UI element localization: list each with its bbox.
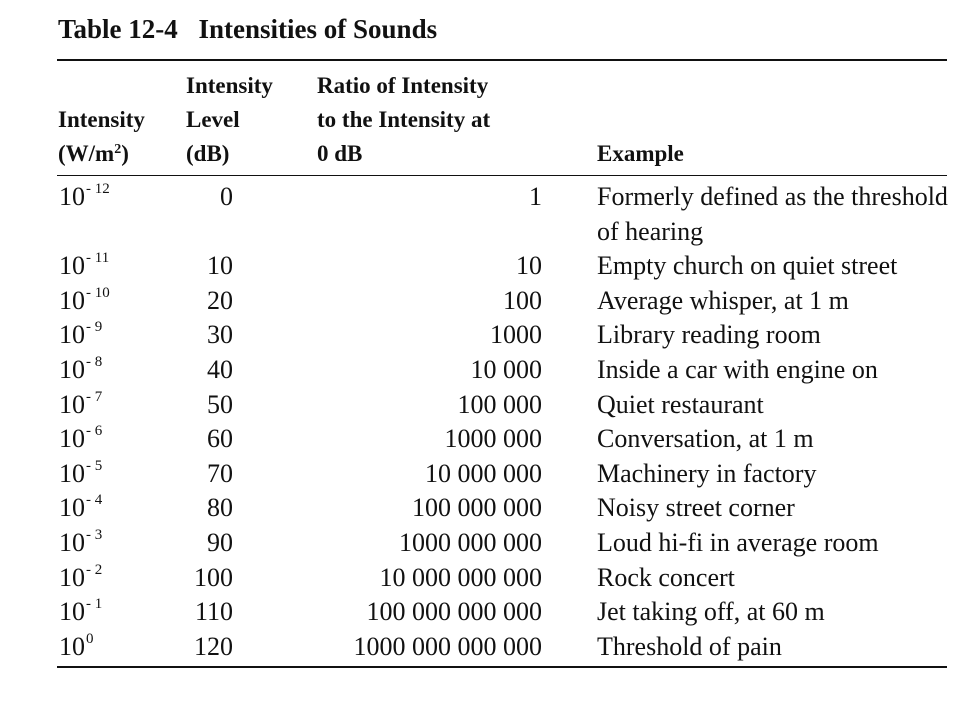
cell-intensity xyxy=(59,318,102,353)
header-intensity-units: $(W/m^2)$ xyxy=(58,141,129,166)
cell-example: Machinery in factory xyxy=(597,458,817,488)
intensity-base: 10 xyxy=(59,320,85,350)
table-row xyxy=(0,388,960,423)
cell-ratio: 10 xyxy=(516,251,542,281)
table-row xyxy=(0,284,960,319)
cell-example: Conversation, at 1 m xyxy=(597,424,814,454)
intensity-base: 10 xyxy=(59,182,85,211)
intensity-exponent: 0 xyxy=(86,630,94,647)
table-row xyxy=(0,526,960,561)
cell-ratio: 100 000 000 000 xyxy=(366,597,542,627)
cell-example: Threshold of pain xyxy=(597,631,782,661)
intensity-base: 10 xyxy=(59,389,85,419)
table-row xyxy=(0,249,960,284)
cell-ratio: 10 000 xyxy=(470,354,542,384)
intensity-base: 10 xyxy=(59,527,85,557)
cell-level: 100 xyxy=(194,562,233,592)
intensity-exponent: - 1 xyxy=(86,596,103,613)
cell-level: 0 xyxy=(220,182,233,211)
header-ratio-line1: Ratio of Intensity xyxy=(317,73,489,98)
cell-level: 120 xyxy=(194,631,233,661)
cell-ratio: 10 000 000 000 xyxy=(379,562,542,592)
cell-intensity xyxy=(59,595,102,630)
cell-example: Rock concert xyxy=(597,562,735,592)
intensity-exponent: - 4 xyxy=(86,492,103,509)
cell-intensity xyxy=(59,388,102,423)
intensity-exponent: - 3 xyxy=(86,526,103,543)
cell-example: Quiet restaurant xyxy=(597,389,764,419)
cell-level: 90 xyxy=(207,527,233,557)
cell-ratio: 1000 000 000 000 xyxy=(353,631,542,661)
cell-intensity xyxy=(59,422,102,457)
bottom-rule xyxy=(57,666,947,668)
header-level-line2: Level xyxy=(186,107,240,132)
cell-example: Noisy street corner xyxy=(597,493,795,523)
intensity-exponent: - 11 xyxy=(86,250,110,267)
table-row xyxy=(0,561,960,596)
cell-intensity xyxy=(59,491,102,526)
cell-intensity xyxy=(59,180,110,215)
intensity-exponent: - 2 xyxy=(86,561,103,578)
cell-level: 70 xyxy=(207,458,233,488)
table-title xyxy=(58,14,437,45)
table-row xyxy=(0,422,960,457)
cell-ratio: 10 000 000 xyxy=(425,458,542,488)
header-example-line1: Example xyxy=(597,141,684,166)
header-ratio-line3: 0 dB xyxy=(317,141,363,166)
cell-ratio: 100 000 xyxy=(457,389,542,419)
cell-level: 110 xyxy=(194,597,233,627)
table-row xyxy=(0,457,960,492)
cell-intensity xyxy=(59,353,102,388)
cell-example: Inside a car with engine on xyxy=(597,354,878,384)
cell-ratio: 100 000 000 xyxy=(412,493,542,523)
cell-example: Average whisper, at 1 m xyxy=(597,285,849,315)
cell-intensity xyxy=(59,526,102,561)
table-row xyxy=(0,630,960,665)
cell-level: 60 xyxy=(207,424,233,454)
cell-ratio: 1000 000 000 xyxy=(399,527,542,557)
cell-intensity xyxy=(59,249,109,284)
intensity-base: 10 xyxy=(59,631,85,661)
cell-ratio: 1 xyxy=(529,182,542,211)
header-rule xyxy=(57,175,947,176)
cell-ratio: 100 xyxy=(503,285,542,315)
intensity-base: 10 xyxy=(59,354,85,384)
header-ratio xyxy=(317,69,490,171)
header-level xyxy=(186,69,273,171)
cell-example: Jet taking off, at 60 m xyxy=(597,597,825,627)
cell-intensity xyxy=(59,630,94,665)
table-row xyxy=(0,318,960,353)
cell-intensity xyxy=(59,561,102,596)
header-intensity xyxy=(58,103,145,171)
cell-example: Empty church on quiet street xyxy=(597,251,898,281)
cell-level: 20 xyxy=(207,285,233,315)
table-row xyxy=(0,595,960,630)
table-number: Table 12-4 xyxy=(58,14,178,44)
intensity-base: 10 xyxy=(59,424,85,454)
cell-intensity xyxy=(59,284,110,319)
table-row xyxy=(0,491,960,526)
header-level-line3: (dB) xyxy=(186,141,230,166)
table-body xyxy=(0,180,960,664)
header-example xyxy=(597,137,684,171)
top-rule xyxy=(57,59,947,61)
cell-level: 30 xyxy=(207,320,233,350)
intensity-base: 10 xyxy=(59,597,85,627)
cell-example: Library reading room xyxy=(597,320,821,350)
intensity-base: 10 xyxy=(59,251,85,281)
intensity-base: 10 xyxy=(59,458,85,488)
cell-ratio: 1000 xyxy=(490,320,542,350)
table-title-text: Intensities of Sounds xyxy=(198,14,438,44)
cell-level: 10 xyxy=(207,251,233,281)
intensity-exponent: - 7 xyxy=(86,388,103,405)
intensity-base: 10 xyxy=(59,562,85,592)
cell-intensity xyxy=(59,457,102,492)
header-ratio-line2: to the Intensity at xyxy=(317,107,491,132)
intensity-base: 10 xyxy=(59,285,85,315)
intensity-exponent: - 8 xyxy=(86,353,103,370)
header-intensity-line1: Intensity xyxy=(58,107,145,132)
intensity-exponent: - 9 xyxy=(86,319,103,336)
table-row xyxy=(0,353,960,388)
cell-example: Formerly defined as the threshold of hearing xyxy=(597,182,948,246)
cell-level: 80 xyxy=(207,493,233,523)
table-row xyxy=(0,180,960,249)
cell-example: Loud hi-fi in average room xyxy=(597,527,879,557)
intensity-base: 10 xyxy=(59,493,85,523)
header-level-line1: Intensity xyxy=(186,73,273,98)
intensity-exponent: - 5 xyxy=(86,457,103,474)
intensity-exponent: - 6 xyxy=(86,423,103,440)
intensity-exponent: - 10 xyxy=(86,284,110,301)
cell-ratio: 1000 000 xyxy=(444,424,542,454)
cell-level: 50 xyxy=(207,389,233,419)
intensity-exponent: - 12 xyxy=(86,181,110,197)
cell-level: 40 xyxy=(207,354,233,384)
